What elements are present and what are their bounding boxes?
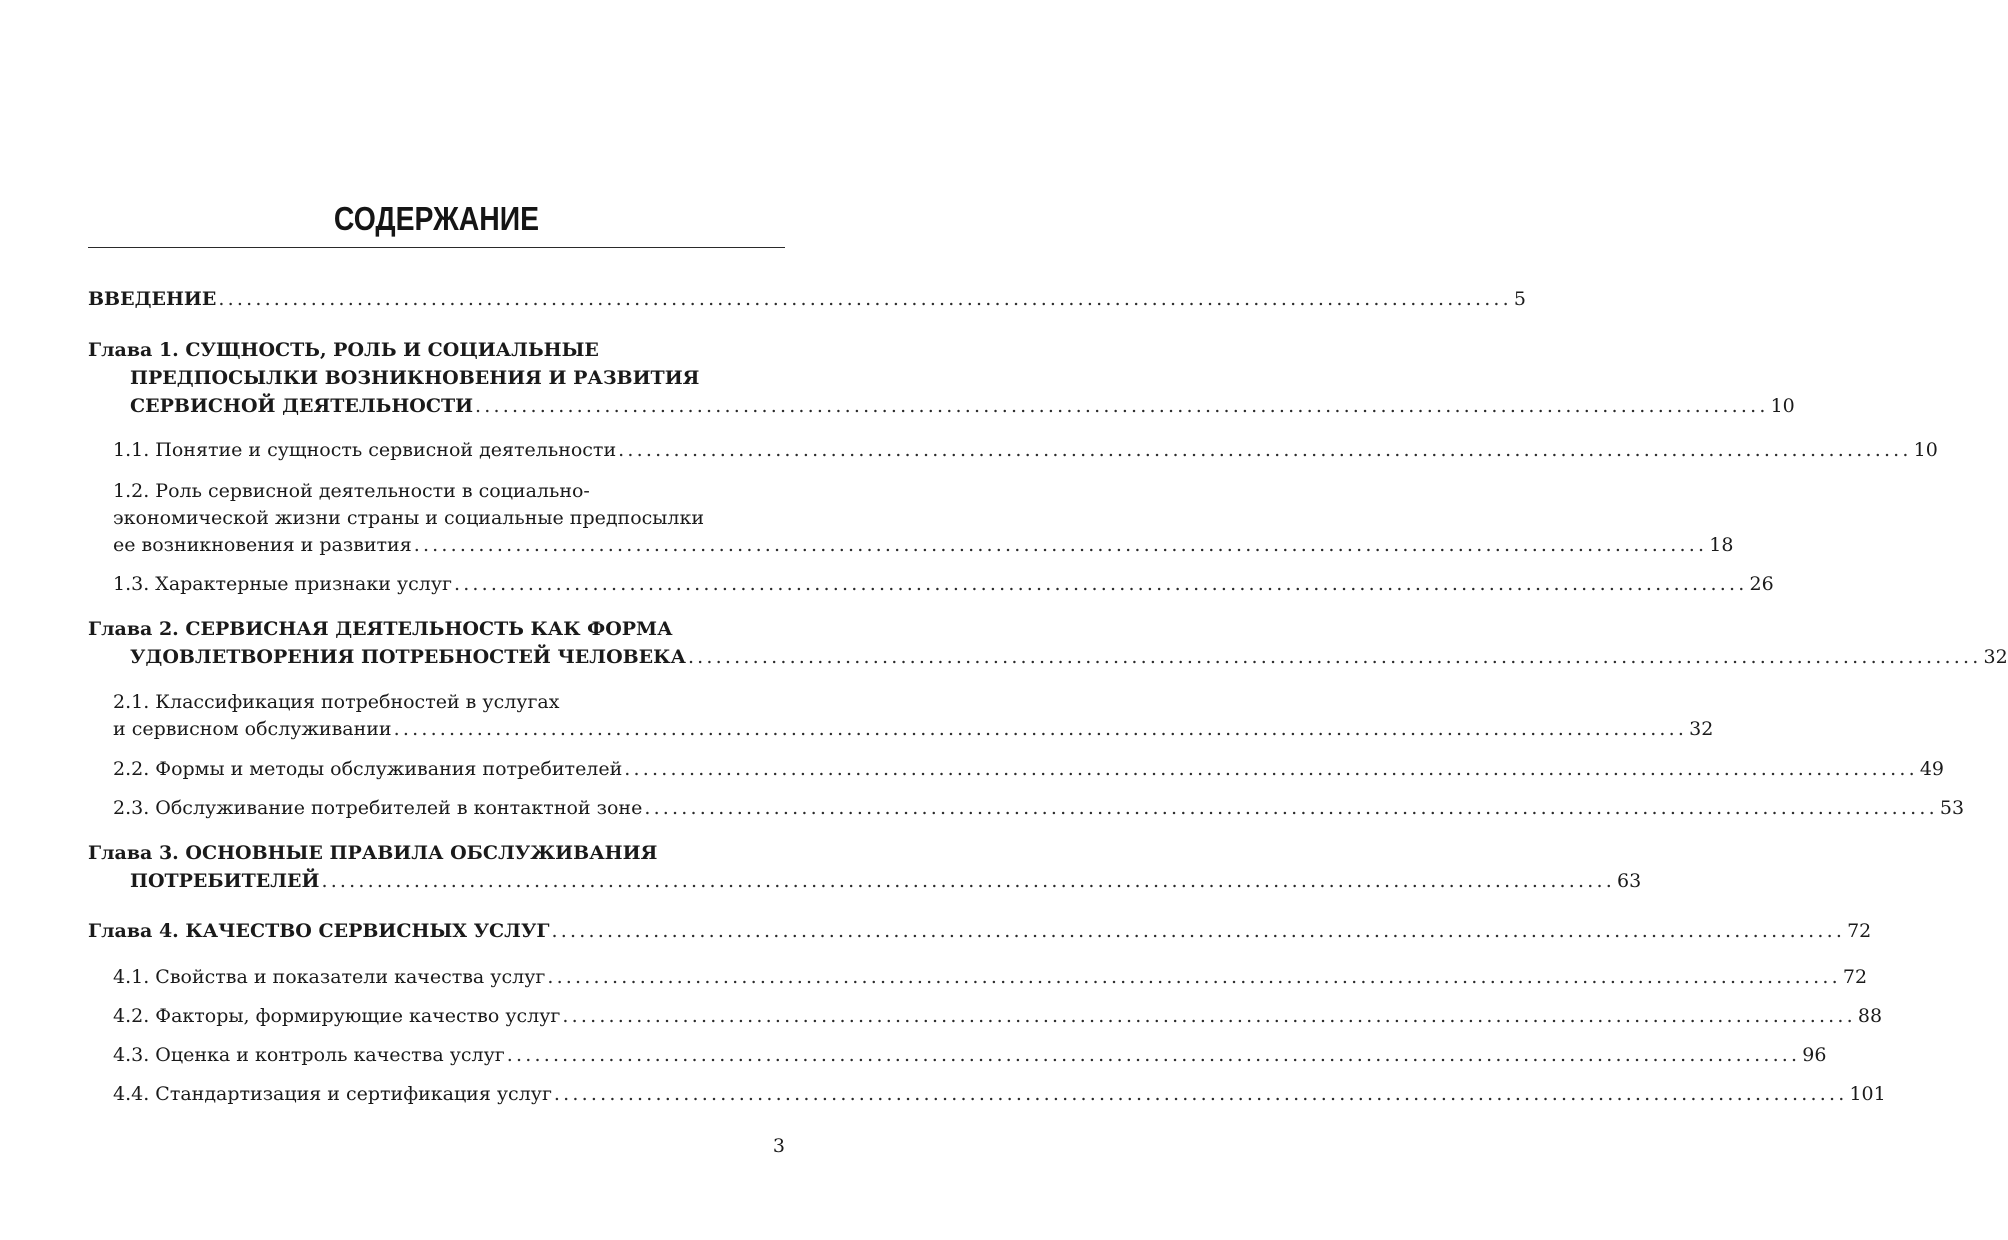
- toc-entry-ch1-line2[interactable]: ПРЕДПОСЫЛКИ ВОЗНИКНОВЕНИЯ И РАЗВИТИЯ: [130, 367, 700, 389]
- toc-entry-1-2-line1[interactable]: 1.2. Роль сервисной деятельности в социально-: [113, 480, 590, 502]
- toc-entry-page: 63: [1617, 870, 1642, 892]
- leader-dots: ............................................................................................................................................: [413, 534, 1708, 556]
- toc-entry-ch1[interactable]: [130, 393, 1795, 419]
- toc-entry-4-2[interactable]: [113, 1003, 1883, 1029]
- toc-entry-ch2-line1[interactable]: Глава 2. СЕРВИСНАЯ ДЕЯТЕЛЬНОСТЬ КАК ФОРМА: [88, 618, 673, 640]
- toc-entry-ch4[interactable]: [88, 918, 1872, 944]
- toc-entry-title: 4.4. Стандартизация и сертификация услуг: [113, 1083, 552, 1105]
- leader-dots: ............................................................................................................................................: [321, 870, 1615, 892]
- toc-entry-1-2-line2[interactable]: экономической жизни страны и социальные предпосылки: [113, 507, 705, 529]
- leader-dots: ............................................................................................................................................: [624, 758, 1918, 780]
- toc-entry-page: 88: [1857, 1005, 1883, 1027]
- toc-entry-intro[interactable]: [88, 286, 1527, 312]
- leader-dots: ............................................................................................................................................: [687, 646, 1982, 668]
- toc-entry-title: ее возникновения и развития: [113, 534, 412, 556]
- toc-entry-4-4[interactable]: [113, 1081, 1886, 1107]
- page-title: СОДЕРЖАНИЕ: [333, 200, 540, 237]
- leader-dots: ............................................................................................................................................: [562, 1005, 1856, 1027]
- toc-entry-page: 18: [1709, 534, 1734, 556]
- toc-entry-page: 10: [1770, 395, 1795, 417]
- toc-entry-ch3[interactable]: [130, 868, 1642, 894]
- toc-entry-title: 4.3. Оценка и контроль качества услуг: [113, 1044, 505, 1066]
- toc-entry-title: УДОВЛЕТВОРЕНИЯ ПОТРЕБНОСТЕЙ ЧЕЛОВЕКА: [130, 646, 686, 668]
- title-divider: [88, 247, 785, 248]
- toc-entry-page: 53: [1939, 797, 1965, 819]
- toc-entry-title: 1.1. Понятие и сущность сервисной деятельности: [113, 439, 617, 461]
- leader-dots: ............................................................................................................................................: [618, 439, 1912, 461]
- toc-entry-2-3[interactable]: [113, 795, 1965, 821]
- toc-entry-4-1[interactable]: [113, 964, 1868, 990]
- toc-entry-1-1[interactable]: [113, 437, 1938, 463]
- leader-dots: ............................................................................................................................................: [506, 1044, 1801, 1066]
- toc-entry-page: 101: [1849, 1083, 1886, 1105]
- toc-entry-title: 4.1. Свойства и показатели качества услуг: [113, 966, 546, 988]
- toc-entry-title: ПОТРЕБИТЕЛЕЙ: [130, 870, 320, 892]
- leader-dots: ............................................................................................................................................: [553, 1083, 1848, 1105]
- toc-entry-title: Глава 4. КАЧЕСТВО СЕРВИСНЫХ УСЛУГ: [88, 920, 550, 942]
- toc-entry-2-1[interactable]: [113, 716, 1714, 742]
- toc-entry-1-2[interactable]: [113, 532, 1734, 558]
- toc-entry-ch2[interactable]: [130, 644, 2008, 670]
- toc-entry-title: 4.2. Факторы, формирующие качество услуг: [113, 1005, 561, 1027]
- leader-dots: ............................................................................................................................................: [551, 920, 1846, 942]
- toc-entry-title: 2.3. Обслуживание потребителей в контактной зоне: [113, 797, 643, 819]
- leader-dots: ............................................................................................................................................: [475, 395, 1769, 417]
- leader-dots: ............................................................................................................................................: [393, 718, 1688, 740]
- toc-entry-ch1-line1[interactable]: Глава 1. СУЩНОСТЬ, РОЛЬ И СОЦИАЛЬНЫЕ: [88, 339, 599, 361]
- toc-entry-title: ВВЕДЕНИЕ: [88, 288, 217, 310]
- toc-entry-page: 32: [1983, 646, 2008, 668]
- toc-entry-title: 1.3. Характерные признаки услуг: [113, 573, 452, 595]
- toc-entry-4-3[interactable]: [113, 1042, 1827, 1068]
- toc-entry-title: СЕРВИСНОЙ ДЕЯТЕЛЬНОСТИ: [130, 395, 474, 417]
- toc-entry-page: 5: [1513, 288, 1527, 310]
- leader-dots: ............................................................................................................................................: [218, 288, 1512, 310]
- toc-entry-page: 72: [1847, 920, 1872, 942]
- toc-entry-page: 72: [1842, 966, 1868, 988]
- page-number: 3: [772, 1135, 785, 1157]
- leader-dots: ............................................................................................................................................: [644, 797, 1938, 819]
- toc-entry-1-3[interactable]: [113, 571, 1774, 597]
- toc-entry-page: 26: [1749, 573, 1774, 595]
- toc-entry-page: 96: [1802, 1044, 1827, 1066]
- toc-entry-ch3-line1[interactable]: Глава 3. ОСНОВНЫЕ ПРАВИЛА ОБСЛУЖИВАНИЯ: [88, 842, 658, 864]
- toc-entry-title: и сервисном обслуживании: [113, 718, 392, 740]
- toc-entry-page: 10: [1913, 439, 1938, 461]
- toc-entry-2-1-line1[interactable]: 2.1. Классификация потребностей в услугах: [113, 691, 560, 713]
- toc-entry-title: 2.2. Формы и методы обслуживания потребителей: [113, 758, 623, 780]
- toc-entry-2-2[interactable]: [113, 756, 1945, 782]
- leader-dots: ............................................................................................................................................: [453, 573, 1748, 595]
- toc-entry-page: 32: [1689, 718, 1714, 740]
- leader-dots: ............................................................................................................................................: [547, 966, 1841, 988]
- toc-entry-page: 49: [1919, 758, 1945, 780]
